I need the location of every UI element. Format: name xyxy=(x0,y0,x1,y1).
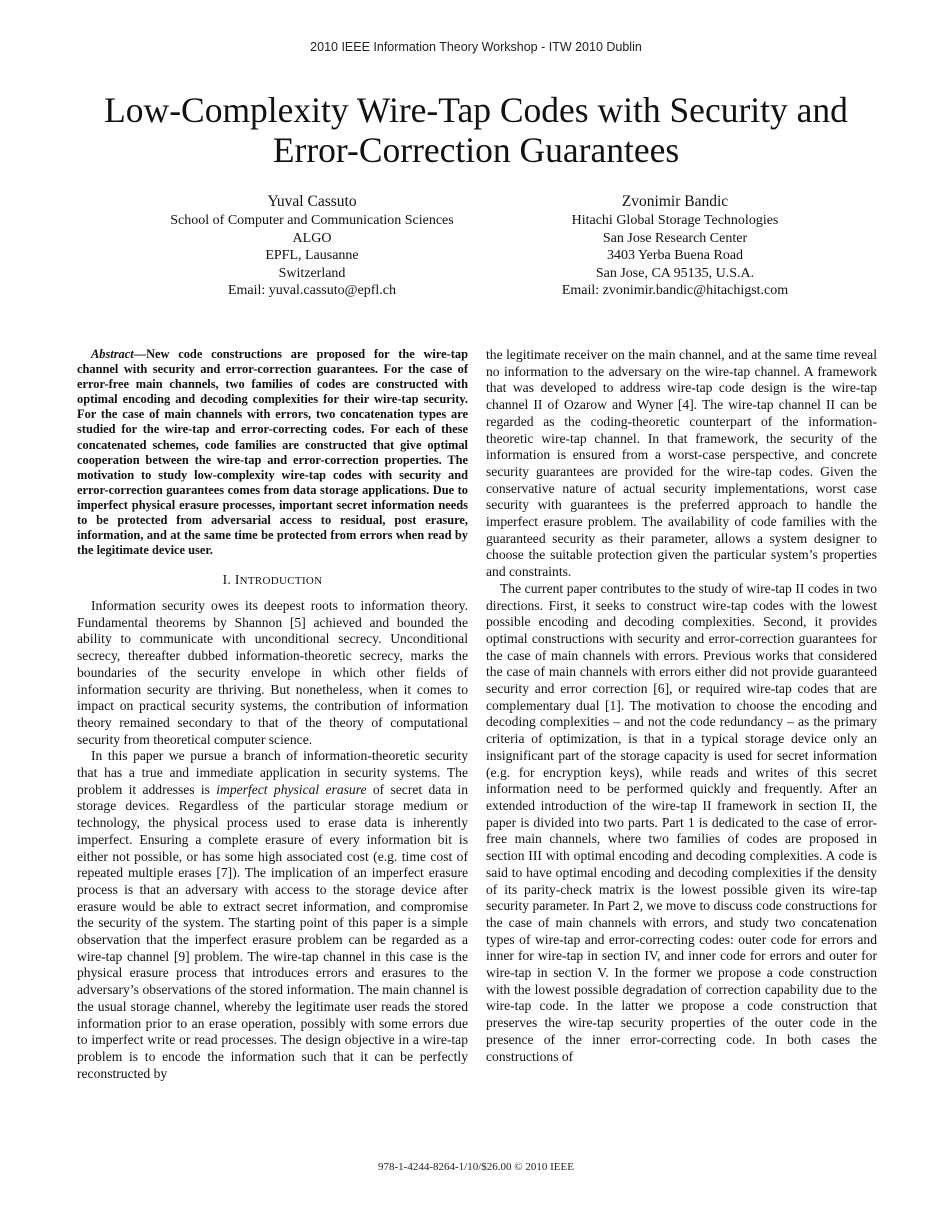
right-column xyxy=(486,347,877,1065)
paragraph-text: In this paper we pursue a branch of information-theoretic security that has a true and immediate application in security systems. The problem it addresses is xyxy=(77,748,468,797)
intro-paragraph-3: The current paper contributes to the study of wire-tap II codes in two directions. First, it seeks to construct wire-tap codes with the lowest possible encoding and decoding complexities. Second, it provides optimal constructions with security and error-correction guarantees for the case of main channels with errors. Previous works that considered the case of main channels with errors either did not provide guaranteed security and error correction [6], or required wire-tap codes that are complementary dual [1]. The motivation to choose the encoding and decoding complexities – and not the code redundancy – as the primary criteria of optimization, is that in a typical storage device only an insignificant part of the storage capacity is used for secret information (e.g. for encryption keys), while reads and writes of this secret information need to be performed quickly and frequently. After an extended introduction of the wire-tap II framework in section II, the paper is divided into two parts. Part 1 is dedicated to the case of error-free main channels, where two families of codes are proposed in section III with optimal encoding and decoding complexities. A code is said to have optimal encoding and decoding complexities if the density of its parity-check matrix is the lowest possible given its wire-tap security parameter. In Part 2, we move to discuss code constructions for the case of main channels with errors, and study two concatenation types of wire-tap and error-correcting codes: outer code for errors and inner for wire-tap in section IV, and inner code for errors and outer for wire-tap in section V. In the former we propose a code construction with the lowest possible degradation of correction capability due to the wire-tap code. In the latter we propose a code construction that preserves the wire-tap security properties of the outer code in the presence of the inner error-correcting code. In both cases the constructions of xyxy=(486,580,877,1064)
author-affiliation-line: San Jose, CA 95135, U.S.A. xyxy=(595,265,755,281)
section-heading-introduction xyxy=(77,572,468,590)
author-affiliation-line: Switzerland xyxy=(278,265,346,281)
left-column xyxy=(77,347,468,1082)
section-first-letter: I xyxy=(234,572,240,588)
author-affiliation-line: School of Computer and Communication Sciences xyxy=(170,213,454,229)
abstract-text: —New code constructions are proposed for the wire-tap channel with security and error-correction guarantees. For the case of error-free main channels, two families of codes are constructed with optimal encoding and decoding complexities for their wire-tap security. For the case of main channels with errors, two concatenation types are studied for the wire-tap and error-correcting codes. For each of these concatenated schemes, code families are constructed that give optimal cooperation between the wire-tap and error-correction properties. The motivation to study low-complexity wire-tap codes with security and error-correction guarantees comes from data storage applications. Due to imperfect physical erasure processes, important secret information needs to be protected from adversarial access to residual, post erasure, information, and at the same time be protected from errors when read by the legitimate device user. xyxy=(77,347,468,558)
intro-paragraph-2-continued: the legitimate receiver on the main channel, and at the same time reveal no information to the adversary on the wire-tap channel. A framework that was developed to address wire-tap code design is the wire-tap channel II of Ozarow and Wyner [4]. The wire-tap channel II can be regarded as the coding-theoretic counterpart of the information-theoretic wire-tap channel. In that framework, the security of the information is ensured from a worst-case perspective, and concrete security guarantees are provided for the wire-tap codes. Given the conservative nature of actual security implementations, worst case security with guarantees is the preferred approach to handle the imperfect erasure problem. The availability of code families with the guaranteed security as their parameter, allows a system designer to choose the suitable protection given the particular system’s properties and constraints. xyxy=(486,347,877,580)
author-affiliation-line: EPFL, Lausanne xyxy=(265,248,359,264)
author-email: Email: zvonimir.bandic@hitachigst.com xyxy=(561,283,789,299)
copyright-footer: 978-1-4244-8264-1/10/$26.00 © 2010 IEEE xyxy=(378,1161,574,1173)
author-block-2 xyxy=(500,193,850,299)
section-number: I. xyxy=(222,572,235,588)
author-block-1 xyxy=(140,193,484,299)
author-affiliation-line: 3403 Yerba Buena Road xyxy=(606,248,744,264)
author-name: Yuval Cassuto xyxy=(267,193,357,210)
intro-paragraph-1: Information security owes its deepest roots to information theory. Fundamental theorems by Shannon [5] achieved and bounded the ability to communicate with unconditional secrecy. Unconditional secrecy, thereafter dubbed information-theoretic secrecy, marks the boundaries of the security envelope in which other fields of information security are thriving. But nonetheless, when it comes to impact on practical security systems, the contribution of information theory remained secondary to that of the theory of computational security from theoretical computer science. xyxy=(77,598,468,747)
abstract xyxy=(77,347,468,558)
author-affiliation-line: San Jose Research Center xyxy=(602,230,748,246)
author-name: Zvonimir Bandic xyxy=(621,193,729,210)
paper-title: Low-Complexity Wire-Tap Codes with Security and Error-Correction Guarantees xyxy=(104,90,848,170)
author-affiliation-line: ALGO xyxy=(292,230,332,246)
emphasis-text: imperfect physical erasure xyxy=(216,781,367,797)
conference-header: 2010 IEEE Information Theory Workshop - ITW 2010 Dublin xyxy=(310,40,642,54)
abstract-label: Abstract xyxy=(91,347,134,361)
author-affiliation-line: Hitachi Global Storage Technologies xyxy=(571,213,779,229)
paragraph-text: of secret data in storage devices. Regardless of the particular storage medium or technology, the physical process used to erase data is inherently imperfect. Ensuring a complete erasure of every information bit is either not possible, or has some high associated cost (e.g. time cost of repeated multiple erases [7]). The implication of an imperfect erasure process is that an adversary with access to the storage device after erasure would be able to extract secret information, and compromise the security of the system. The starting point of this paper is a simple observation that the imperfect erasure problem can be regarded as a wire-tap channel [9] problem. The wire-tap channel in this case is the physical erasure process that introduces errors and erasures to the adversary’s observations of the stored information. The main channel is the usual storage channel, whereby the legitimate user reads the stored information prior to an erase operation, possibly with some errors due to imperfect write or read processes. The design objective in a wire-tap problem is to encode the information such that it can be perfectly reconstructed by xyxy=(77,781,468,1081)
section-title-rest: NTRODUCTION xyxy=(239,575,323,588)
intro-paragraph-2 xyxy=(77,748,468,1082)
author-email: Email: yuval.cassuto@epfl.ch xyxy=(227,283,396,299)
